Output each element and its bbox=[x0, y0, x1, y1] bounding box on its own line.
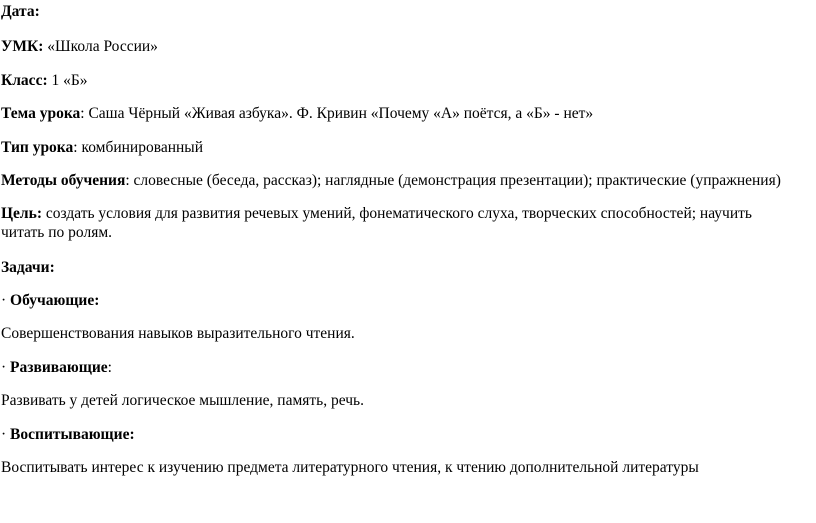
teaching-label: Обучающие: bbox=[10, 292, 100, 309]
umk-value: «Школа России» bbox=[43, 38, 158, 55]
umk-line bbox=[1, 37, 811, 56]
grade-line bbox=[1, 71, 811, 90]
date-line bbox=[1, 2, 811, 21]
methods-line bbox=[1, 171, 811, 190]
teaching-task-heading bbox=[1, 291, 811, 310]
educating-task-text-line bbox=[1, 458, 811, 477]
developing-task-heading bbox=[1, 358, 811, 377]
methods-value: : словесные (беседа, рассказ); наглядные (демонстрация презентации); практические (упражнения) bbox=[125, 172, 781, 189]
bullet-icon: · bbox=[1, 292, 7, 309]
teaching-task-text-line bbox=[1, 324, 811, 343]
educating-text: Воспитывать интерес к изучению предмета литературного чтения, к чтению дополнительной литературы bbox=[1, 459, 699, 476]
lesson-type-value: : комбинированный bbox=[73, 139, 204, 156]
goal-paragraph bbox=[1, 204, 791, 242]
lesson-type-label: Тип урока bbox=[1, 139, 74, 156]
topic-label: Тема урока bbox=[1, 105, 81, 122]
grade-value: 1 «Б» bbox=[47, 72, 88, 89]
educating-task-heading bbox=[1, 425, 811, 444]
grade-label: Класс: bbox=[1, 72, 48, 89]
goal-value: создать условия для развития речевых умений, фонематического слуха, творческих способностей; научить читать по ролям. bbox=[1, 205, 752, 241]
bullet-icon: · bbox=[1, 359, 7, 376]
date-label: Дата: bbox=[1, 3, 40, 20]
developing-label: Развивающие bbox=[10, 359, 108, 376]
developing-text: Развивать у детей логическое мышление, память, речь. bbox=[1, 392, 364, 409]
lesson-type-line bbox=[1, 138, 811, 157]
goal-label: Цель: bbox=[1, 205, 42, 222]
topic-line bbox=[1, 104, 811, 123]
teaching-text: Совершенствования навыков выразительного чтения. bbox=[1, 325, 355, 342]
tasks-heading-line bbox=[1, 258, 811, 277]
tasks-heading: Задачи: bbox=[1, 259, 55, 276]
educating-label: Воспитывающие: bbox=[10, 426, 135, 443]
topic-value: : Саша Чёрный «Живая азбука». Ф. Кривин «Почему «А» поётся, а «Б» - нет» bbox=[80, 105, 594, 122]
umk-label: УМК: bbox=[1, 38, 44, 55]
developing-suffix: : bbox=[107, 359, 112, 376]
developing-task-text-line bbox=[1, 391, 811, 410]
methods-label: Методы обучения bbox=[1, 172, 126, 189]
bullet-icon: · bbox=[1, 426, 7, 443]
